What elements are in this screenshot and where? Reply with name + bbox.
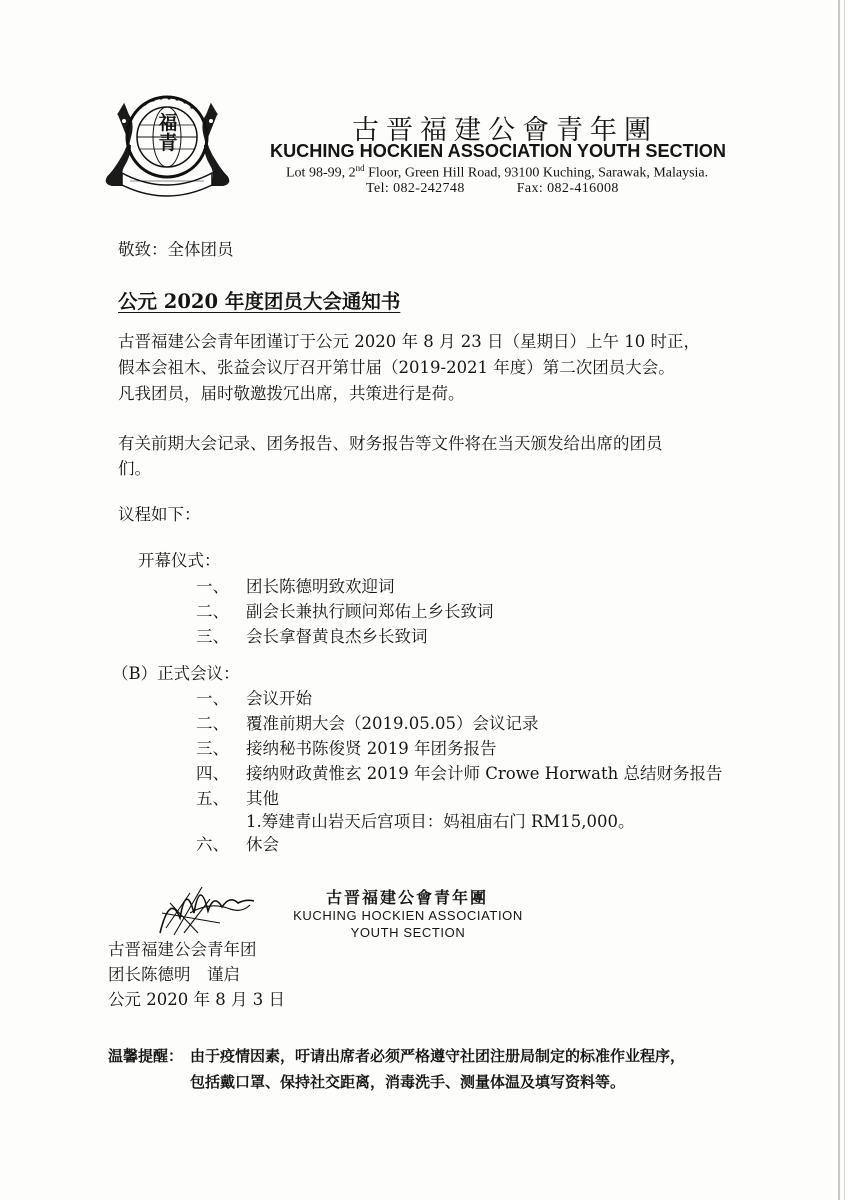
org-name-english: KUCHING HOCKIEN ASSOCIATION YOUTH SECTION [270, 140, 726, 161]
agenda-b-item: 接纳财政黄惟玄 2019 年会计师 Crowe Horwath 总结财务报告 [246, 764, 723, 783]
sign-off-org: 古晋福建公会青年团 [108, 940, 257, 959]
notice-title: 公元 2020 年度团员大会通知书 [118, 290, 401, 313]
agenda-b-item: 休会 [246, 835, 279, 854]
agenda-a-item: 团长陈德明致欢迎词 [246, 577, 395, 596]
agenda-a-num: 一、 [196, 577, 229, 596]
agenda-b-item: 会议开始 [246, 689, 312, 708]
org-address: Lot 98-99, 2nd Floor, Green Hill Road, 93100 Kuching, Sarawak, Malaysia. [286, 163, 709, 181]
reminder-line-2: 包括戴口罩、保持社交距离，消毒洗手、测量体温及填写资料等。 [190, 1073, 626, 1091]
fax-number: Fax: 082-416008 [516, 181, 619, 196]
scan-edge-inner [844, 0, 845, 1200]
agenda-b-num: 一、 [196, 689, 229, 708]
agenda-intro: 议程如下： [118, 505, 201, 524]
org-contact [366, 181, 619, 197]
agenda-b-item: 其他 [246, 789, 279, 808]
agenda-b-num: 三、 [196, 739, 229, 758]
sign-off-name: 团长陈德明 谨启 [108, 965, 240, 984]
agenda-b-item: 覆准前期大会（2019.05.05）会议记录 [246, 714, 539, 733]
paragraph-2-line-1: 有关前期大会记录、团务报告、财务报告等文件将在当天颁发给出席的团员 [118, 434, 663, 453]
sign-off-date: 公元 2020 年 8 月 3 日 [108, 990, 285, 1009]
agenda-a-item: 会长拿督黄良杰乡长致词 [246, 627, 428, 646]
stamp-chinese: 古晋福建公會青年團 [326, 888, 489, 907]
section-a-title: 开幕仪式： [138, 551, 221, 570]
tel-number: Tel: 082-242748 [366, 181, 465, 196]
stamp-english-line-1: KUCHING HOCKIEN ASSOCIATION [293, 908, 523, 923]
section-b-title: （B）正式会议： [112, 664, 240, 683]
paragraph-2-line-2: 们。 [118, 459, 151, 478]
agenda-a-num: 二、 [196, 602, 229, 621]
agenda-b-item: 接纳秘书陈俊贤 2019 年团务报告 [246, 739, 497, 758]
paragraph-1-line-3: 凡我团员，届时敬邀拨冗出席，共策进行是荷。 [118, 384, 465, 403]
paragraph-1-line-1: 古晋福建公会青年团谨订于公元 2020 年 8 月 23 日（星期日）上午 10 时正， [118, 332, 700, 351]
reminder-label: 温馨提醒： [108, 1047, 184, 1065]
agenda-b-num: 二、 [196, 714, 229, 733]
scan-edge [838, 0, 840, 1200]
agenda-a-num: 三、 [196, 627, 229, 646]
agenda-b-num: 六、 [196, 835, 229, 854]
agenda-b-num: 四、 [196, 764, 229, 783]
org-name-chinese: 古晋福建公會青年團 [352, 115, 658, 146]
stamp-english-line-2: YOUTH SECTION [350, 925, 466, 940]
paragraph-1-line-2: 假本会祖木、张益会议厅召开第廿届（2019-2021 年度）第二次团员大会。 [118, 358, 675, 377]
agenda-b-subitem: 1.筹建青山岩天后宫项目：妈祖庙右门 RM15,000。 [246, 812, 635, 831]
agenda-a-item: 副会长兼执行顾问郑佑上乡长致词 [246, 602, 494, 621]
logo-character: 福青 [158, 112, 178, 154]
association-stamp [288, 885, 528, 940]
reminder-line-1: 由于疫情因素，吁请出席者必须严格遵守社团注册局制定的标准作业程序， [190, 1047, 686, 1065]
salutation: 敬致：全体团员 [118, 240, 234, 259]
agenda-b-num: 五、 [196, 789, 229, 808]
